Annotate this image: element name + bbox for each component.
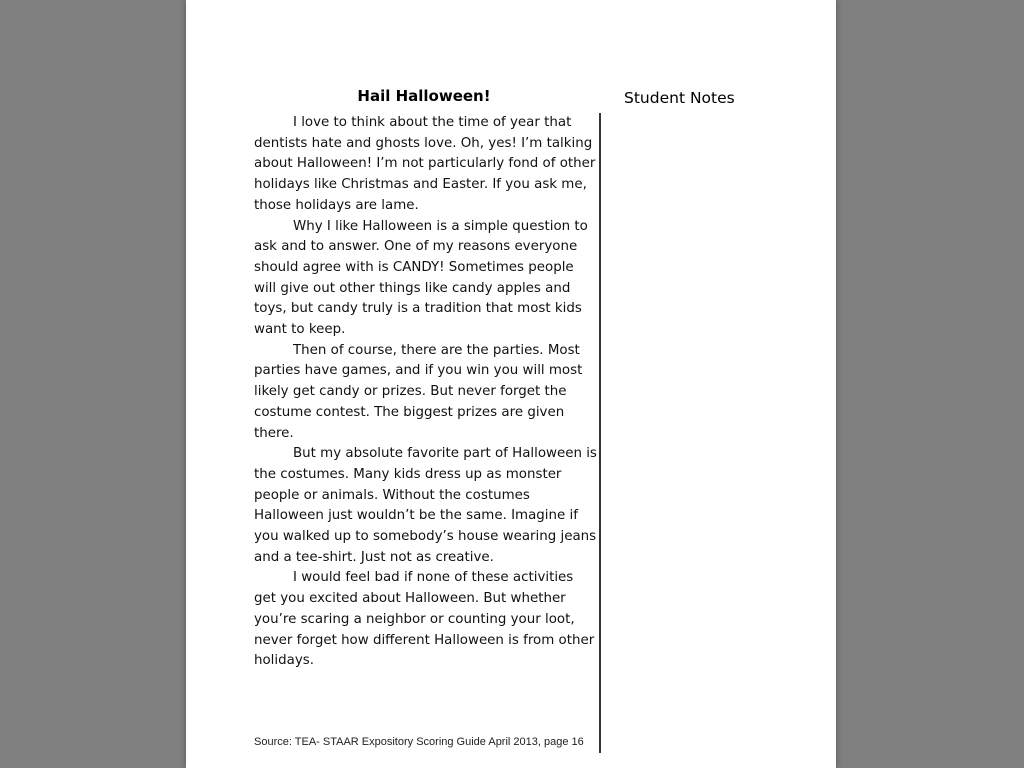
essay-title: Hail Halloween!: [357, 87, 491, 105]
essay-paragraph: I love to think about the time of year that dentists hate and ghosts love. Oh, yes! I’m talking about Halloween! I’m not particularly fond of other holidays like Christmas and Easter. If you ask me, those holidays are lame.: [254, 115, 596, 213]
essay-paragraph: Then of course, there are the parties. Most parties have games, and if you win you will most likely get candy or prizes. But never forget the costume contest. The biggest prizes are given there.: [254, 342, 583, 441]
essay-paragraph: I would feel bad if none of these activities get you excited about Halloween. But whether you’re scaring a neighbor or counting your loot, never forget how different Halloween is from other holidays.: [254, 570, 595, 669]
essay-paragraph: Why I like Halloween is a simple question to ask and to answer. One of my reasons everyone should agree with is CANDY! Sometimes people will give out other things like candy apples and toys, but candy truly is a tradition that most kids want to keep.: [254, 218, 588, 338]
essay-paragraph: But my absolute favorite part of Halloween is the costumes. Many kids dress up as monster people or animals. Without the costumes Halloween just wouldn’t be the same. Imagine if you walked up to somebody’s house wearing jeans and a tee-shirt. Just not as creative.: [254, 446, 597, 565]
document-page: [186, 0, 836, 768]
student-notes-heading: Student Notes: [624, 89, 735, 107]
essay-body: [254, 113, 599, 672]
source-citation: Source: TEA- STAAR Expository Scoring Guide April 2013, page 16: [254, 736, 584, 748]
column-divider: [599, 113, 601, 753]
